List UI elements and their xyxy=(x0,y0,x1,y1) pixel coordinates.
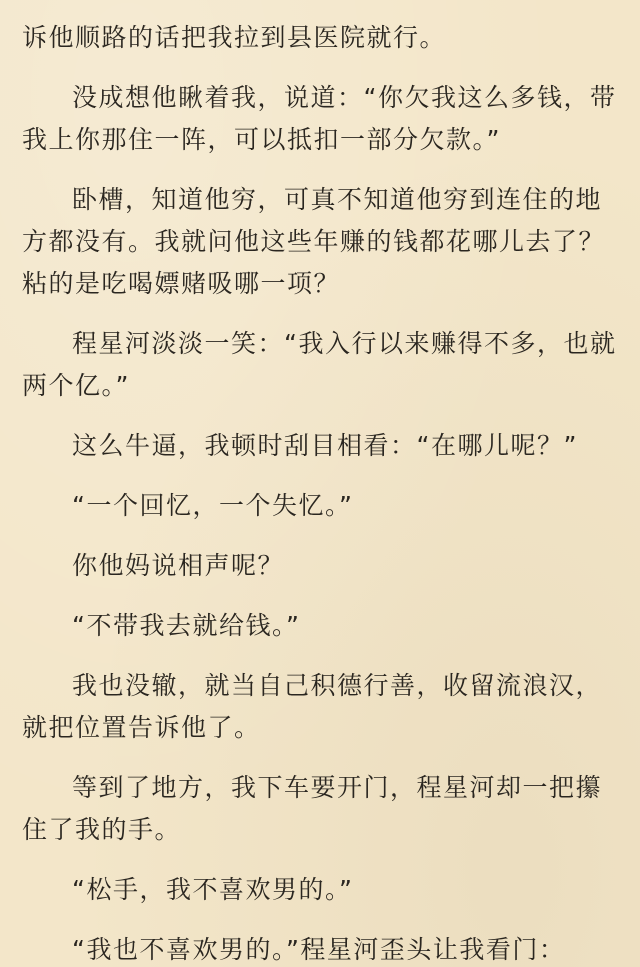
paragraph: “一个回忆，一个失忆。” xyxy=(72,491,354,520)
paragraph: 等到了地方，我下车要开门，程星河却一把攥住了我的手。 xyxy=(22,773,603,844)
paragraph: 程星河淡淡一笑：“我入行以来赚得不多，也就两个亿。” xyxy=(22,329,617,400)
paragraph: 这么牛逼，我顿时刮目相看：“在哪儿呢？” xyxy=(72,431,578,460)
text-body xyxy=(22,17,626,967)
paragraph: 卧槽，知道他穷，可真不知道他穷到连住的地方都没有。我就问他这些年赚的钱都花哪儿去了？粘的是吃喝嫖赌吸哪一项？ xyxy=(22,185,606,298)
paragraph: 我也没辙，就当自己积德行善，收留流浪汉，就把位置告诉他了。 xyxy=(22,671,603,742)
paragraph: “我也不喜欢男的。”程星河歪头让我看门： xyxy=(72,935,566,964)
paragraph: “松手，我不喜欢男的。” xyxy=(72,875,354,904)
paragraph: “不带我去就给钱。” xyxy=(72,611,301,640)
paragraph: 诉他顺路的话把我拉到县医院就行。 xyxy=(22,23,447,52)
paragraph: 你他妈说相声呢？ xyxy=(72,551,285,580)
paragraph: 没成想他瞅着我，说道：“你欠我这么多钱，带我上你那住一阵，可以抵扣一部分欠款。” xyxy=(22,83,617,154)
